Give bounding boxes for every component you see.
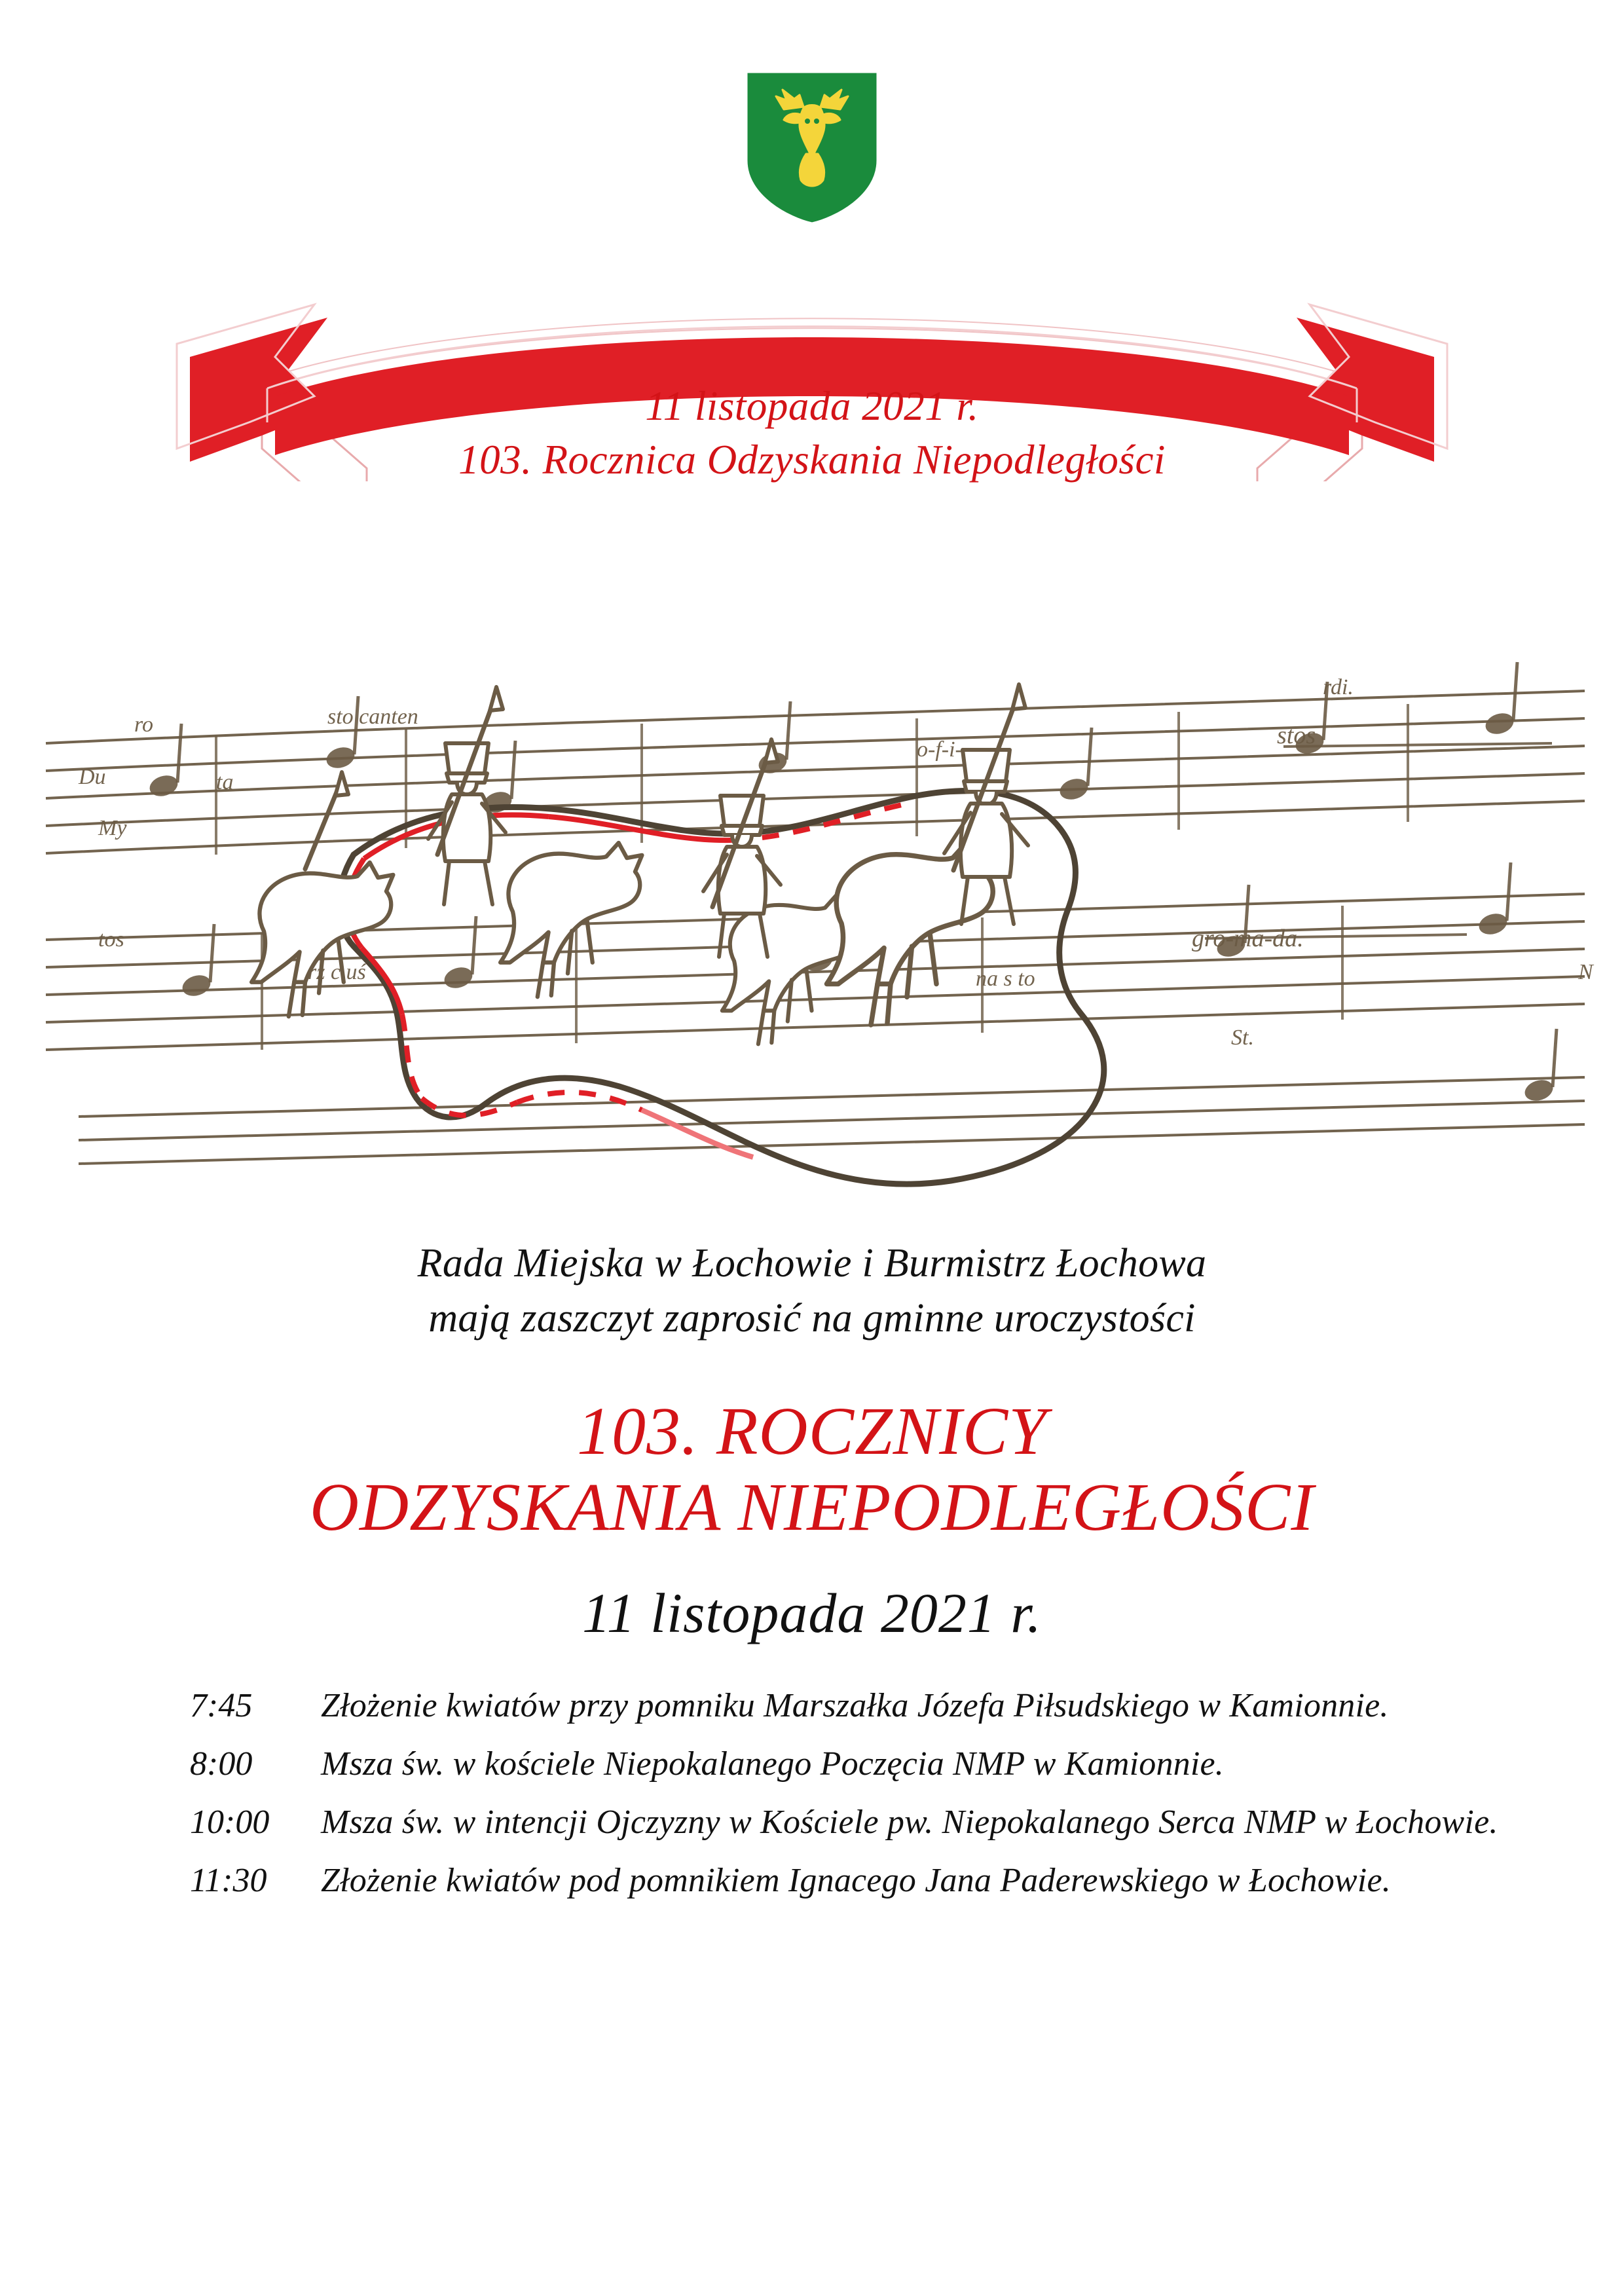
svg-text:o-f-i-: o-f-i- [917, 737, 963, 762]
headline-line-2: ODZYSKANIA NIEPODLEGŁOŚCI [309, 1470, 1315, 1546]
schedule-description: Msza św. w intencji Ojczyzny w Kościele pw. Niepokalanego Serca NMP w Łochowie. [321, 1803, 1498, 1841]
svg-text:My: My [98, 816, 127, 840]
schedule-time: 11:30 [190, 1861, 267, 1899]
banner-text [0, 380, 1624, 487]
illustration-map-uhlans-score [0, 527, 1624, 1228]
schedule-list [92, 1686, 1532, 1919]
schedule-description: Msza św. w kościele Niepokalanego Poczęcia NMP w Kamionnie. [321, 1745, 1225, 1783]
invitation-line-1: Rada Miejska w Łochowie i Burmistrz Łochowa [417, 1241, 1207, 1286]
svg-text:gro-ma-da.: gro-ma-da. [1192, 925, 1304, 952]
schedule-time: 10:00 [190, 1803, 270, 1841]
svg-text:St.: St. [1231, 1026, 1254, 1050]
headline-line-1: 103. ROCZNICY [576, 1393, 1048, 1469]
svg-text:N: N [1578, 960, 1593, 984]
list-item [190, 1861, 1532, 1900]
list-item [190, 1686, 1532, 1725]
banner-line-anniversary: 103. Rocznica Odzyskania Niepodległości [458, 436, 1166, 483]
schedule-time: 8:00 [190, 1745, 253, 1783]
list-item [190, 1745, 1532, 1783]
schedule-description: Złożenie kwiatów przy pomniku Marszałka Józefa Piłsudskiego w Kamionnie. [321, 1686, 1389, 1724]
svg-text:ro: ro [134, 713, 153, 737]
invitation-text [418, 1236, 1207, 1346]
svg-text:stos: stos [1277, 722, 1316, 749]
banner-line-date: 11 listopada 2021 r. [645, 383, 979, 429]
svg-text:sto canten: sto canten [327, 705, 418, 729]
schedule-description: Złożenie kwiatów pod pomnikiem Ignacego Jana Paderewskiego w Łochowie. [321, 1861, 1391, 1899]
svg-text:rz c uś: rz c uś [308, 960, 366, 984]
list-item [190, 1803, 1532, 1842]
headline [310, 1394, 1314, 1546]
invitation-line-2: mają zaszczyt zaprosić na gminne uroczystości [428, 1296, 1196, 1341]
schedule-time: 7:45 [190, 1686, 253, 1724]
svg-text:Du: Du [79, 765, 106, 789]
svg-text:na s to: na s to [976, 967, 1035, 991]
coat-of-arms-icon [743, 69, 881, 226]
svg-text:tos: tos [98, 927, 124, 952]
svg-text:ta: ta [216, 770, 234, 794]
event-date: 11 listopada 2021 r. [582, 1581, 1042, 1644]
svg-text:rdi.: rdi. [1323, 675, 1354, 699]
